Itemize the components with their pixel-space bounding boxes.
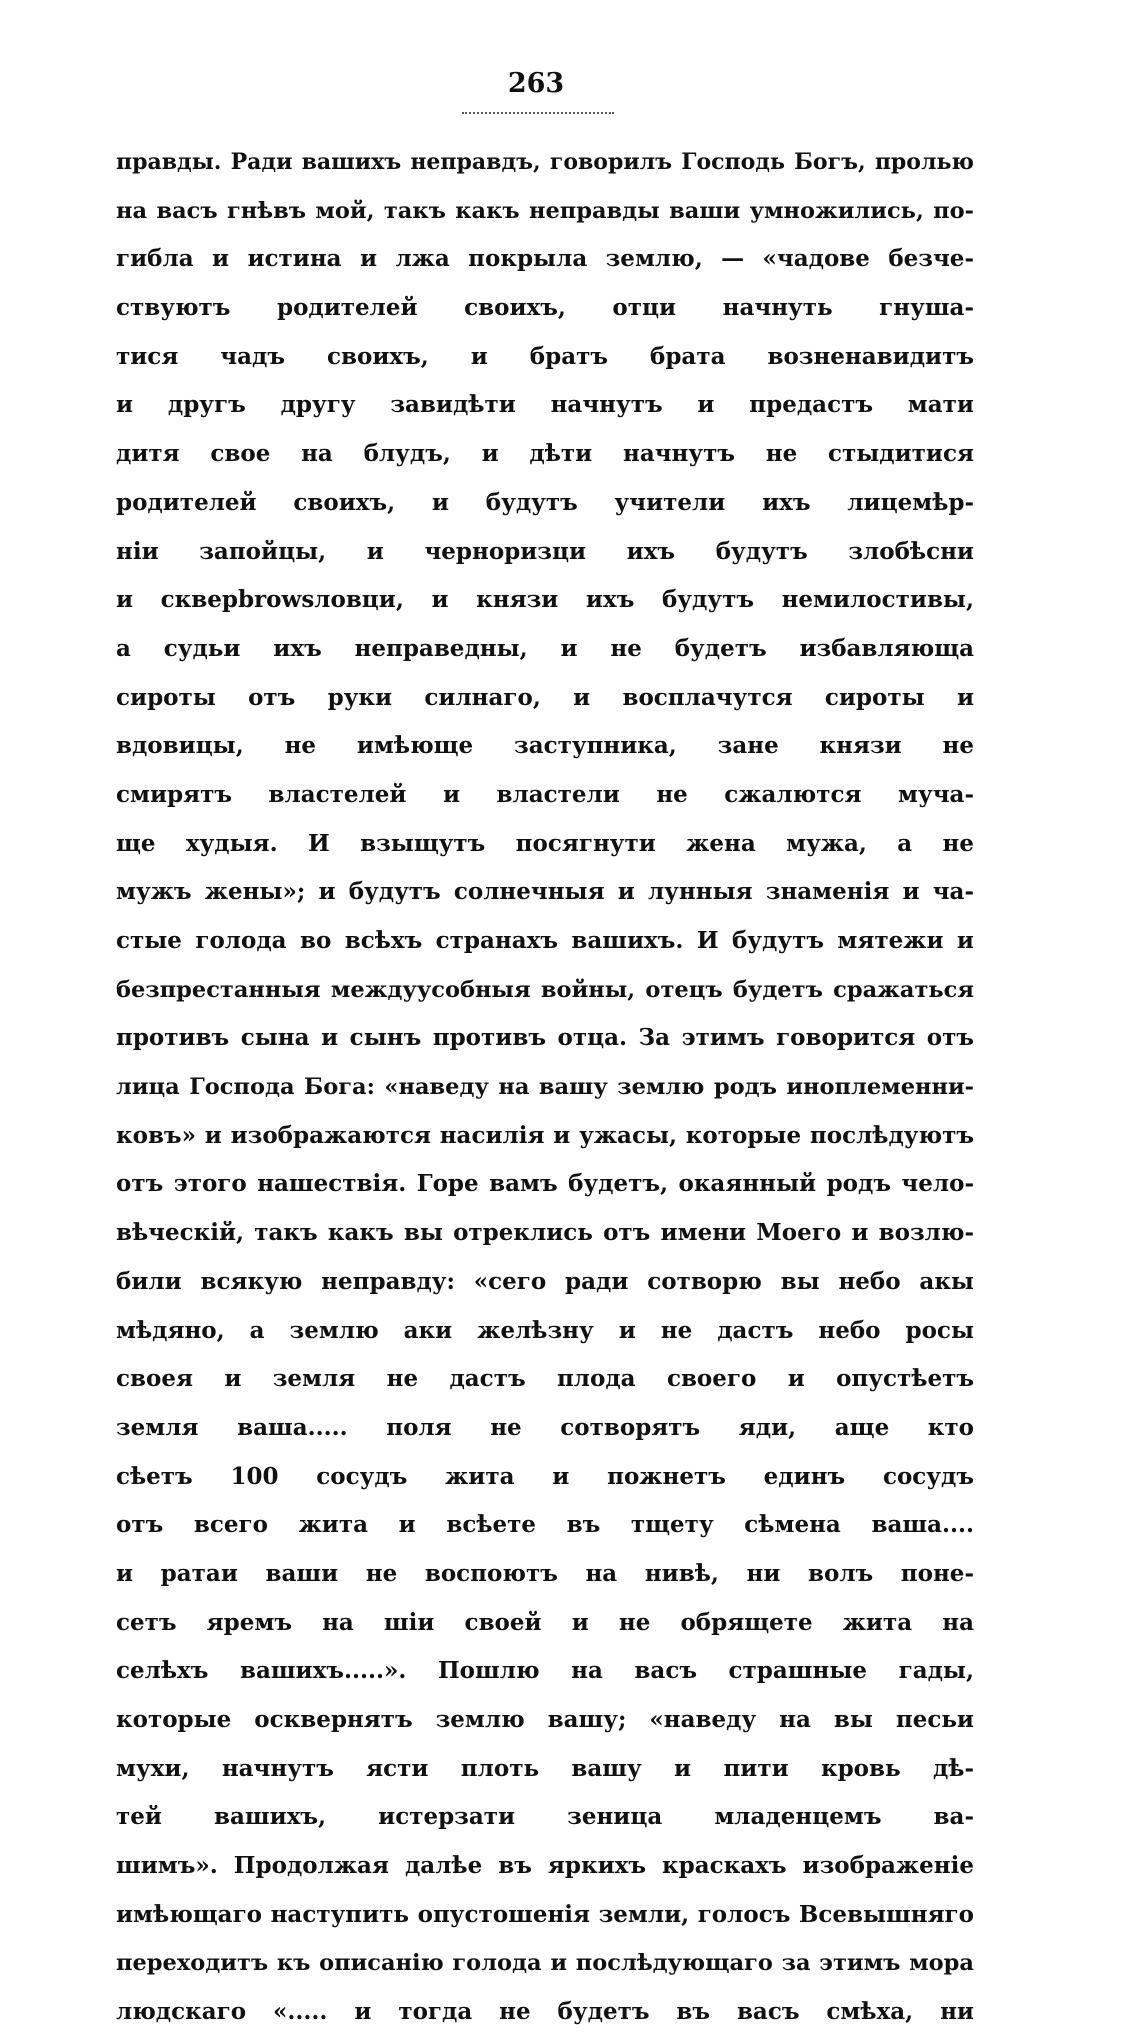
- text-line: мѣдяно, а землю аки желѣзну и не дастъ небо росы: [116, 1316, 974, 1344]
- text-line: противъ сына и сынъ противъ отца. За этимъ говорится отъ: [116, 1024, 974, 1052]
- text-line: нiи запойцы, и черноризци ихъ будутъ злобѣсни: [116, 537, 974, 565]
- text-line: сѣетъ 100 сосудъ жита и пожнетъ единъ сосудъ: [116, 1462, 974, 1490]
- text-line: ствуютъ родителей своихъ, отци начнуть гнуша-: [116, 294, 974, 322]
- text-line: селѣхъ вашихъ.....». Пошлю на васъ страшные гады,: [116, 1657, 974, 1685]
- text-line: отъ всего жита и всѣете въ тщету сѣмена ваша....: [116, 1511, 974, 1539]
- text-line: мужъ жены»; и будутъ солнечныя и лунныя знаменія и ча-: [116, 878, 974, 906]
- page-number: 263: [507, 68, 565, 99]
- text-line: на васъ гнѣвъ мой, такъ какъ неправды ваши умножились, по-: [116, 197, 974, 224]
- text-line: сироты отъ руки силнаго, и восплачутся сироты и: [116, 683, 974, 711]
- text-line: стые голода во всѣхъ странахъ вашихъ. И будутъ мятежи и: [116, 927, 974, 954]
- body-text: [116, 138, 974, 2037]
- text-line: отъ этого нашествія. Горе вамъ будетъ, окаянный родъ чело-: [116, 1170, 974, 1198]
- text-line: и другъ другу завидѣти начнутъ и предастъ мати: [116, 391, 974, 419]
- text-line: и ратаи ваши не воспоютъ на нивѣ, ни волъ поне-: [116, 1559, 974, 1587]
- text-line: смирятъ властелей и властели не сжалются мучa-: [116, 780, 974, 808]
- text-line: тися чадъ своихъ, и братъ брата возненавидитъ: [116, 342, 974, 370]
- text-line: своея и земля не дастъ плода своего и опустѣетъ: [116, 1365, 974, 1393]
- text-line: вдовицы, не имѣюще заступника, зане князи не: [116, 732, 974, 760]
- text-line: безпрестанныя междуусобныя войны, отецъ будетъ сражаться: [116, 976, 974, 1003]
- text-line: земля ваша..... поля не сотворятъ яди, аще кто: [116, 1413, 974, 1441]
- text-line: правды. Ради вашихъ неправдъ, говорилъ Господь Богъ, пролью: [116, 149, 974, 175]
- text-line: вѣческій, такъ какъ вы отреклись отъ имени Моего и возлю-: [116, 1219, 974, 1247]
- text-line: лица Господа Бога: «наведу на вашу землю родъ иноплеменни-: [116, 1074, 974, 1101]
- text-line: шимъ». Продолжая далѣе въ яркихъ краскахъ изображеніе: [116, 1852, 974, 1880]
- text-line: гибла и истина и лжа покрыла землю, — «чадове безче-: [116, 245, 974, 273]
- text-line: тей вашихъ, истерзати зеница младенцемъ ва-: [116, 1803, 974, 1831]
- text-line: и скверbrowsловци, и князи ихъ будутъ немилостивы,: [116, 586, 974, 614]
- text-line: мухи, начнутъ ясти плоть вашу и пити кровь дѣ-: [116, 1754, 974, 1782]
- header-rule: [462, 112, 614, 114]
- text-line: били всякую неправду: «сего ради сотворю вы небо акы: [116, 1267, 974, 1295]
- text-line: которые осквернятъ землю вашу; «наведу на вы песьи: [116, 1706, 974, 1733]
- text-line: дитя свое на блудъ, и дѣти начнутъ не стыдитися: [116, 440, 974, 468]
- text-line: людскаго «..... и тогда не будетъ въ васъ смѣха, ни: [116, 1998, 974, 2026]
- text-line: переходитъ къ описанію голода и послѣдующаго за этимъ мора: [116, 1950, 974, 1977]
- text-line: ковъ» и изображаются насилія и ужасы, которые послѣдуютъ: [116, 1121, 974, 1149]
- text-line: родителей своихъ, и будутъ учители ихъ лицемѣр-: [116, 488, 974, 516]
- text-line: а судьи ихъ неправедны, и не будетъ избавляюща: [116, 634, 974, 662]
- text-line: сетъ яремъ на шiи своей и не обрящете жита на: [116, 1608, 974, 1636]
- text-line: ще худыя. И взыщутъ посягнути жена мужа, а не: [116, 829, 974, 857]
- text-line: имѣющаго наступить опустошенія земли, голосъ Всевышняго: [116, 1900, 974, 1928]
